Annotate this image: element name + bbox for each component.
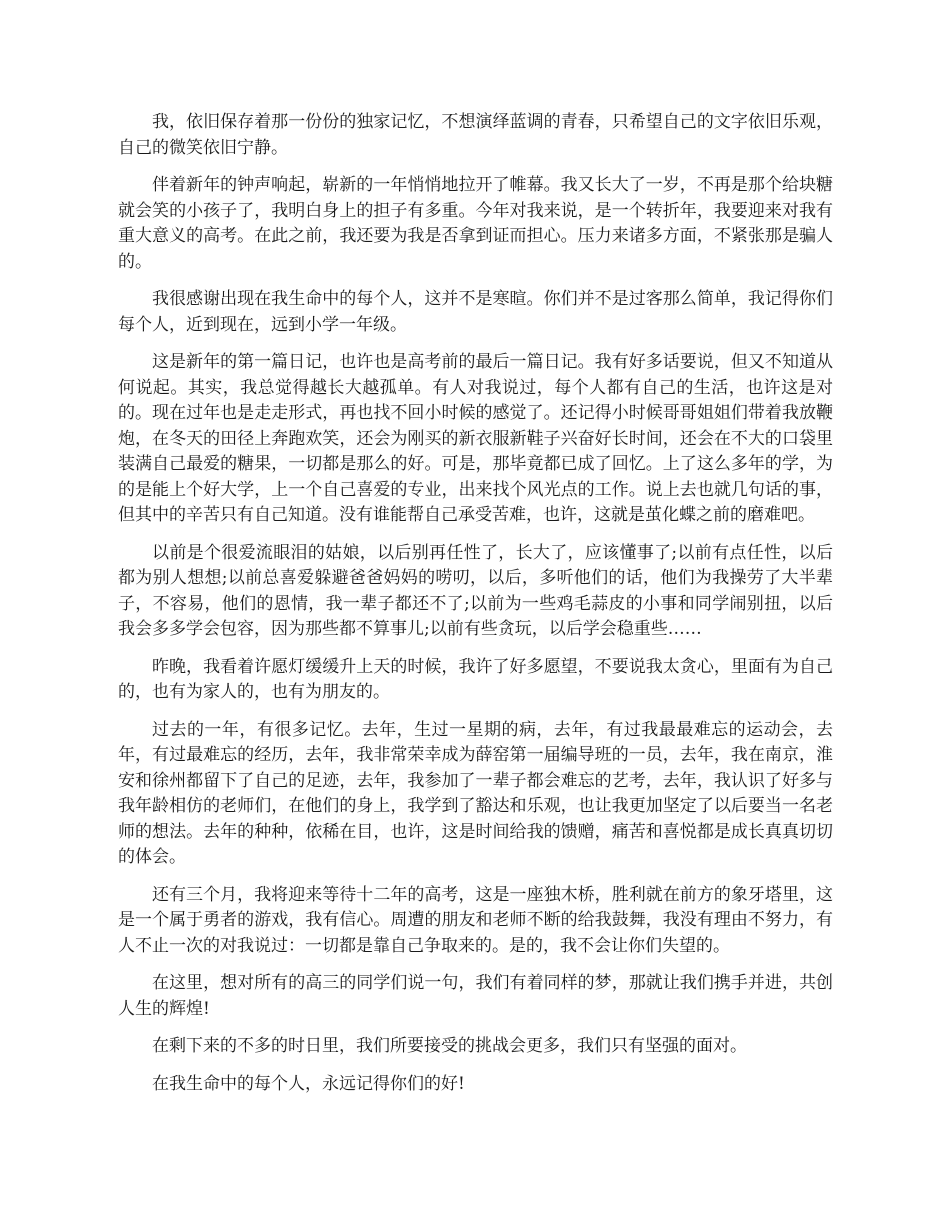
paragraph-4: 这是新年的第一篇日记，也许也是高考前的最后一篇日记。我有好多话要说，但又不知道从何说起。其实，我总觉得越长大越孤单。有人对我说过，每个人都有自己的生活，也许这是对的。现在过年也是走走形式，再也找不回小时候的感觉了。还记得小时候哥哥姐姐们带着我放鞭炮，在冬天的田径上奔跑欢笑，还会为刚买的新衣服新鞋子兴奋好长时间，还会在不大的口袋里装满自己最爱的糖果，一切都是那么的好。可是，那毕竟都已成了回忆。上了这么多年的学，为的是能上个好大学，上一个自己喜爱的专业，出来找个风光点的工作。说上去也就几句话的事，但其中的辛苦只有自己知道。没有谁能帮自己承受苦难，也许，这就是茧化蝶之前的磨难吧。	[118, 352, 833, 525]
paragraph-3: 我很感谢出现在我生命中的每个人，这并不是寒暄。你们并不是过客那么简单，我记得你们每个人，近到现在，远到小学一年级。	[118, 289, 833, 335]
document-body	[118, 110, 833, 1109]
paragraph-2: 伴着新年的钟声响起，崭新的一年悄悄地拉开了帷幕。我又长大了一岁，不再是那个给块糖就会笑的小孩子了，我明白身上的担子有多重。今年对我来说，是一个转折年，我要迎来对我有重大意义的高考。在此之前，我还要为我是否拿到证而担心。压力来诸多方面，不紧张那是骗人的。	[118, 175, 833, 272]
paragraph-10: 在剩下来的不多的时日里，我们所要接受的挑战会更多，我们只有坚强的面对。	[152, 1036, 747, 1056]
paragraph-11: 在我生命中的每个人，永远记得你们的好!	[152, 1073, 465, 1094]
paragraph-9: 在这里，想对所有的高三的同学们说一句，我们有着同样的梦，那就让我们携手并进，共创人生的辉煌!	[118, 973, 833, 1019]
paragraph-5: 以前是个很爱流眼泪的姑娘，以后别再任性了，长大了，应该懂事了;以前有点任性，以后都为别人想想;以前总喜爱躲避爸爸妈妈的唠叨，以后，多听他们的话，他们为我操劳了大半辈子，不容易，他们的恩情，我一辈子都还不了;以前为一些鸡毛蒜皮的小事和同学闹别扭，以后我会多多学会包容，因为那些都不算事儿;以前有些贪玩，以后学会稳重些……	[118, 542, 833, 639]
paragraph-7: 过去的一年，有很多记忆。去年，生过一星期的病，去年，有过我最最难忘的运动会，去年，有过最难忘的经历，去年，我非常荣幸成为薛窑第一届编导班的一员，去年，我在南京，淮安和徐州都留下了自己的足迹，去年，我参加了一辈子都会难忘的艺考，去年，我认识了好多与我年龄相仿的老师们，在他们的身上，我学到了豁达和乐观，也让我更加坚定了以后要当一名老师的想法。去年的种种，依稀在目，也许，这是时间给我的馈赠，痛苦和喜悦都是成长真真切切的体会。	[118, 719, 833, 867]
paragraph-1: 我，依旧保存着那一份份的独家记忆，不想演绎蓝调的青春，只希望自己的文字依旧乐观，自己的微笑依旧宁静。	[118, 112, 833, 158]
paragraph-8: 还有三个月，我将迎来等待十二年的高考，这是一座独木桥，胜利就在前方的象牙塔里，这是一个属于勇者的游戏，我有信心。周遭的朋友和老师不断的给我鼓舞，我没有理由不努力，有人不止一次的对我说过：一切都是靠自己争取来的。是的，我不会让你们失望的。	[118, 884, 833, 956]
paragraph-6: 昨晚，我看着许愿灯缓缓升上天的时候，我许了好多愿望，不要说我太贪心，里面有为自己的，也有为家人的，也有为朋友的。	[118, 656, 833, 702]
